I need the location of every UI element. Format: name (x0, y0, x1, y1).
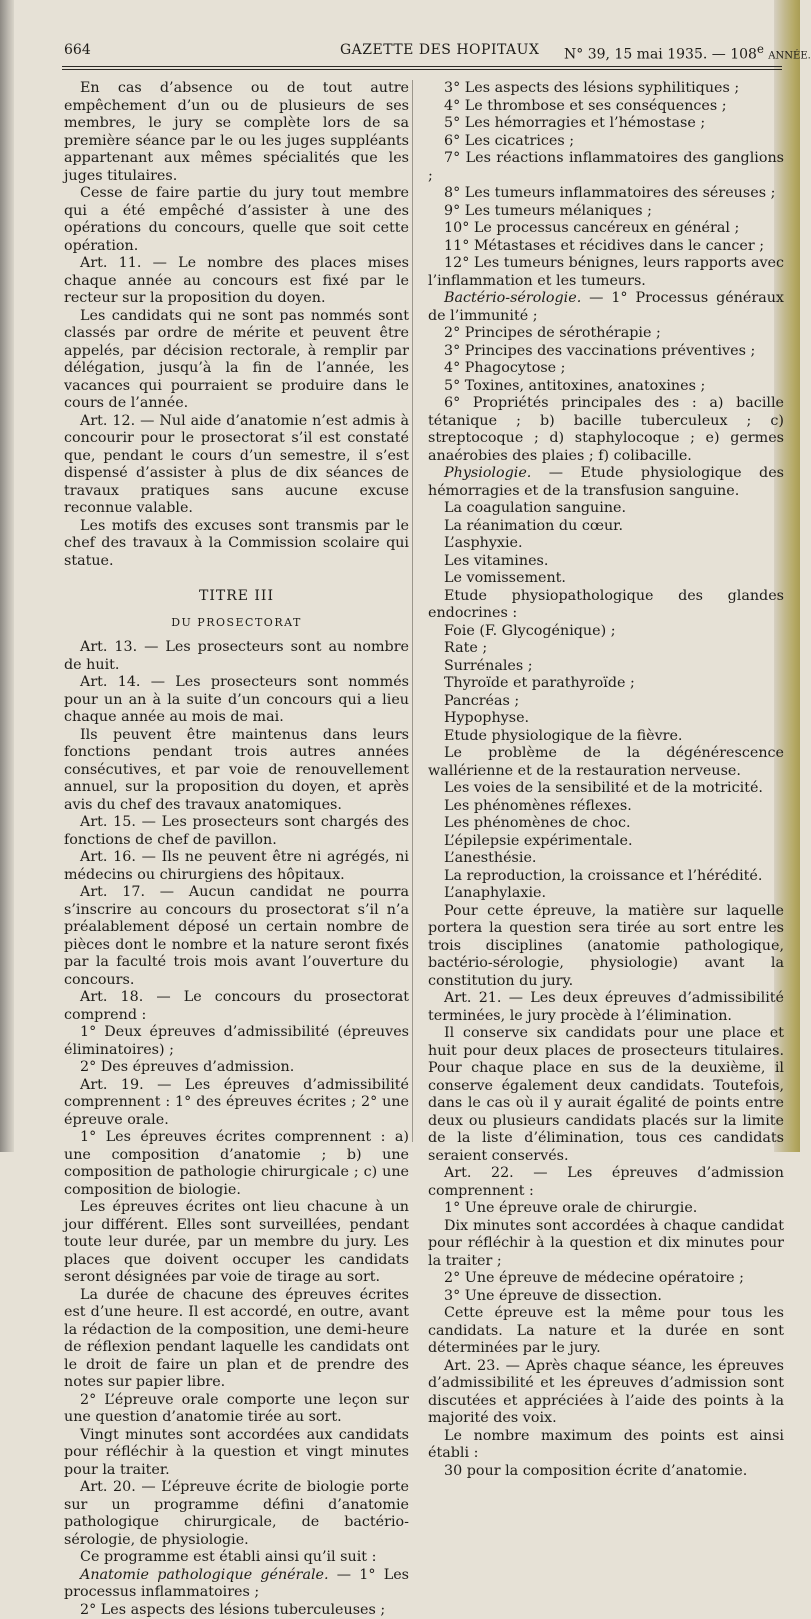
page-binding-edge (0, 0, 14, 1152)
list-item: 7° Les réactions inflammatoires des ganglions ; (428, 150, 784, 185)
section-title: TITRE III (64, 588, 409, 606)
article-16: Art. 16. — Ils ne peuvent être ni agrégés, ni médecins ou chirurgiens des hôpitaux. (64, 849, 409, 884)
list-item: 12° Les tumeurs bénignes, leurs rapports avec l’inflammation et les tumeurs. (428, 255, 784, 290)
list-item: 4° Le thrombose et ses conséquences ; (428, 98, 784, 116)
right-column (428, 80, 784, 1480)
list-item: 1° Deux épreuves d’admissibilité (épreuves éliminatoires) ; (64, 1024, 409, 1059)
header-rule-bottom (62, 69, 782, 70)
list-item: 9° Les tumeurs mélaniques ; (428, 203, 784, 221)
program-heading: Physiologie. — Etude physiologique des hémorragies et de la transfusion sanguine. (428, 465, 784, 500)
list-item: 11° Métastases et récidives dans le cancer ; (428, 238, 784, 256)
list-item: Les phénomènes réflexes. (428, 798, 784, 816)
list-item: Etude physiologique de la fièvre. (428, 728, 784, 746)
list-item: L’épilepsie expérimentale. (428, 833, 784, 851)
article-13: Art. 13. — Les prosecteurs sont au nombre de huit. (64, 639, 409, 674)
list-item: 5° Les hémorragies et l’hémostase ; (428, 115, 784, 133)
article-22: Art. 22. — Les épreuves d’admission comprennent : (428, 1165, 784, 1200)
list-item: 1° Une épreuve orale de chirurgie. (428, 1200, 784, 1218)
paragraph: Les candidats qui ne sont pas nommés sont classés par ordre de mérite et peuvent être appelés, par décision rectorale, à remplir par délégation, jusqu’à la fin de l’année, les vacances qui pourraient se produire dans le cours de l’année. (64, 308, 409, 413)
list-item: 4° Phagocytose ; (428, 360, 784, 378)
list-item: L’anaphylaxie. (428, 885, 784, 903)
article-12: Art. 12. — Nul aide d’anatomie n’est admis à concourir pour le prosectorat s’il est constaté que, pendant le cours d’un semestre, il s’est dispensé d’assister à plus de dix séances de travaux pratiques sans aucune excuse reconnue valable. (64, 413, 409, 518)
section-subtitle: DU PROSECTORAT (64, 614, 409, 632)
running-header (64, 38, 780, 64)
list-item: 2° Des épreuves d’admission. (64, 1059, 409, 1077)
program-heading: Bactério-sérologie. — 1° Processus généraux de l’immunité ; (428, 290, 784, 325)
paragraph: Les motifs des excuses sont transmis par le chef des travaux à la Commission scolaire qui statue. (64, 518, 409, 571)
list-item: Etude physiopathologique des glandes endocrines : (428, 588, 784, 623)
list-item: 8° Les tumeurs inflammatoires des séreuses ; (428, 185, 784, 203)
list-item: Le problème de la dégénérescence wallérienne et de la restauration nerveuse. (428, 745, 784, 780)
list-item: Les voies de la sensibilité et de la motricité. (428, 780, 784, 798)
list-item: L’asphyxie. (428, 535, 784, 553)
list-item: 10° Le processus cancéreux en général ; (428, 220, 784, 238)
paragraph: Cesse de faire partie du jury tout membre qui a été empêché d’assister à une des opérations du concours, quelle que soit cette opération. (64, 185, 409, 255)
list-item: 2° Principes de sérothérapie ; (428, 325, 784, 343)
list-item: La réanimation du cœur. (428, 518, 784, 536)
paragraph: Il conserve six candidats pour une place et huit pour deux places de prosecteurs titulaires. Pour chaque place en sus de la deuxième, il conserve également deux candidats. Toutefois, dans le cas où il y aurait égalité de points entre deux ou plusieurs candidats placés sur la limite de la liste d’élimination, tous ces candidats seraient conservés. (428, 1025, 784, 1165)
list-item: 3° Principes des vaccinations préventives ; (428, 343, 784, 361)
list-item: Rate ; (428, 640, 784, 658)
paragraph: Ils peuvent être maintenus dans leurs fonctions pendant trois autres années consécutives, et par voie de renouvellement annuel, sur la proposition du doyen, et après avis du chef des travaux anatomiques. (64, 727, 409, 815)
paragraph: 1° Les épreuves écrites comprennent : a) une composition d’anatomie ; b) une composition de pathologie chirurgicale ; c) une composition de biologie. (64, 1129, 409, 1199)
article-15: Art. 15. — Les prosecteurs sont chargés des fonctions de chef de pavillon. (64, 814, 409, 849)
list-item: Le vomissement. (428, 570, 784, 588)
list-item: 6° Propriétés principales des : a) bacille tétanique ; b) bacille tuberculeux ; c) streptocoque ; d) staphylocoque ; e) germes anaérobies des plaies ; f) colibacille. (428, 395, 784, 465)
list-item: 2° Les aspects des lésions tuberculeuses ; (64, 1602, 409, 1619)
list-item: Les vitamines. (428, 553, 784, 571)
journal-title: GAZETTE DES HOPITAUX (340, 42, 539, 58)
paragraph: Ce programme est établi ainsi qu’il suit : (64, 1549, 409, 1567)
list-item: La reproduction, la croissance et l’hérédité. (428, 868, 784, 886)
article-14: Art. 14. — Les prosecteurs sont nommés pour un an à la suite d’un concours qui a lieu chaque année au mois de mai. (64, 674, 409, 727)
article-21: Art. 21. — Les deux épreuves d’admissibilité terminées, le jury procède à l’élimination. (428, 990, 784, 1025)
paragraph: Vingt minutes sont accordées aux candidats pour réfléchir à la question et vingt minutes pour la traiter. (64, 1427, 409, 1480)
list-item: Surrénales ; (428, 658, 784, 676)
paragraph: Dix minutes sont accordées à chaque candidat pour réfléchir à la question et dix minutes pour la traiter ; (428, 1218, 784, 1271)
list-item: La coagulation sanguine. (428, 500, 784, 518)
paragraph: 2° L’épreuve orale comporte une leçon sur une question d’anatomie tirée au sort. (64, 1392, 409, 1427)
article-19: Art. 19. — Les épreuves d’admissibilité comprennent : 1° des épreuves écrites ; 2° une épreuve orale. (64, 1077, 409, 1130)
left-column (64, 80, 409, 1619)
list-item: 6° Les cicatrices ; (428, 133, 784, 151)
article-20: Art. 20. — L’épreuve écrite de biologie porte sur un programme défini d’anatomie pathologique chirurgicale, de bactério-sérologie, de physiologie. (64, 1479, 409, 1549)
paragraph: Cette épreuve est la même pour tous les candidats. La nature et la durée en sont déterminées par le jury. (428, 1305, 784, 1358)
list-item: Foie (F. Glycogénique) ; (428, 623, 784, 641)
paragraph: Pour cette épreuve, la matière sur laquelle portera la question sera tirée au sort entre les trois disciplines (anatomie pathologique, bactério-sérologie, physiologie) avant la constitution du jury. (428, 903, 784, 991)
program-heading: Anatomie pathologique générale. — 1° Les processus inflammatoires ; (64, 1567, 409, 1602)
issue-info: N° 39, 15 mai 1935. — 108e ANNÉE. (564, 42, 811, 63)
header-rule-top (62, 66, 782, 67)
page-number: 664 (64, 42, 91, 58)
article-18: Art. 18. — Le concours du prosectorat comprend : (64, 989, 409, 1024)
list-item: 3° Une épreuve de dissection. (428, 1288, 784, 1306)
column-divider (412, 80, 413, 1142)
list-item: Pancréas ; (428, 693, 784, 711)
paragraph: Le nombre maximum des points est ainsi établi : (428, 1428, 784, 1463)
paragraph: Les épreuves écrites ont lieu chacune à un jour différent. Elles sont surveillées, pendant toute leur durée, par un membre du jury. Les places que doivent occuper les candidats seront désignées par voie de tirage au sort. (64, 1199, 409, 1287)
article-23: Art. 23. — Après chaque séance, les épreuves d’admissibilité et les épreuves d’admission sont discutées et appréciées à l’aide des points à la majorité des voix. (428, 1358, 784, 1428)
article-17: Art. 17. — Aucun candidat ne pourra s’inscrire au concours du prosectorat s’il n’a préalablement déposé un certain nombre de pièces dont le nombre et la nature seront fixés par la faculté trois mois avant l’ouverture du concours. (64, 884, 409, 989)
list-item: 30 pour la composition écrite d’anatomie. (428, 1463, 784, 1481)
paragraph: La durée de chacune des épreuves écrites est d’une heure. Il est accordé, en outre, avant la rédaction de la composition, une demi-heure de réflexion pendant laquelle les candidats ont le droit de faire un plan et de prendre des notes sur papier libre. (64, 1287, 409, 1392)
paragraph: En cas d’absence ou de tout autre empêchement d’un ou de plusieurs de ses membres, le jury se complète lors de sa première séance par le ou les juges suppléants appartenant aux mêmes spécialités que les juges titulaires. (64, 80, 409, 185)
list-item: Thyroïde et parathyroïde ; (428, 675, 784, 693)
list-item: 3° Les aspects des lésions syphilitiques ; (428, 80, 784, 98)
list-item: Hypophyse. (428, 710, 784, 728)
list-item: 5° Toxines, antitoxines, anatoxines ; (428, 378, 784, 396)
article-11: Art. 11. — Le nombre des places mises chaque année au concours est fixé par le recteur sur la proposition du doyen. (64, 255, 409, 308)
list-item: L’anesthésie. (428, 850, 784, 868)
list-item: 2° Une épreuve de médecine opératoire ; (428, 1270, 784, 1288)
list-item: Les phénomènes de choc. (428, 815, 784, 833)
